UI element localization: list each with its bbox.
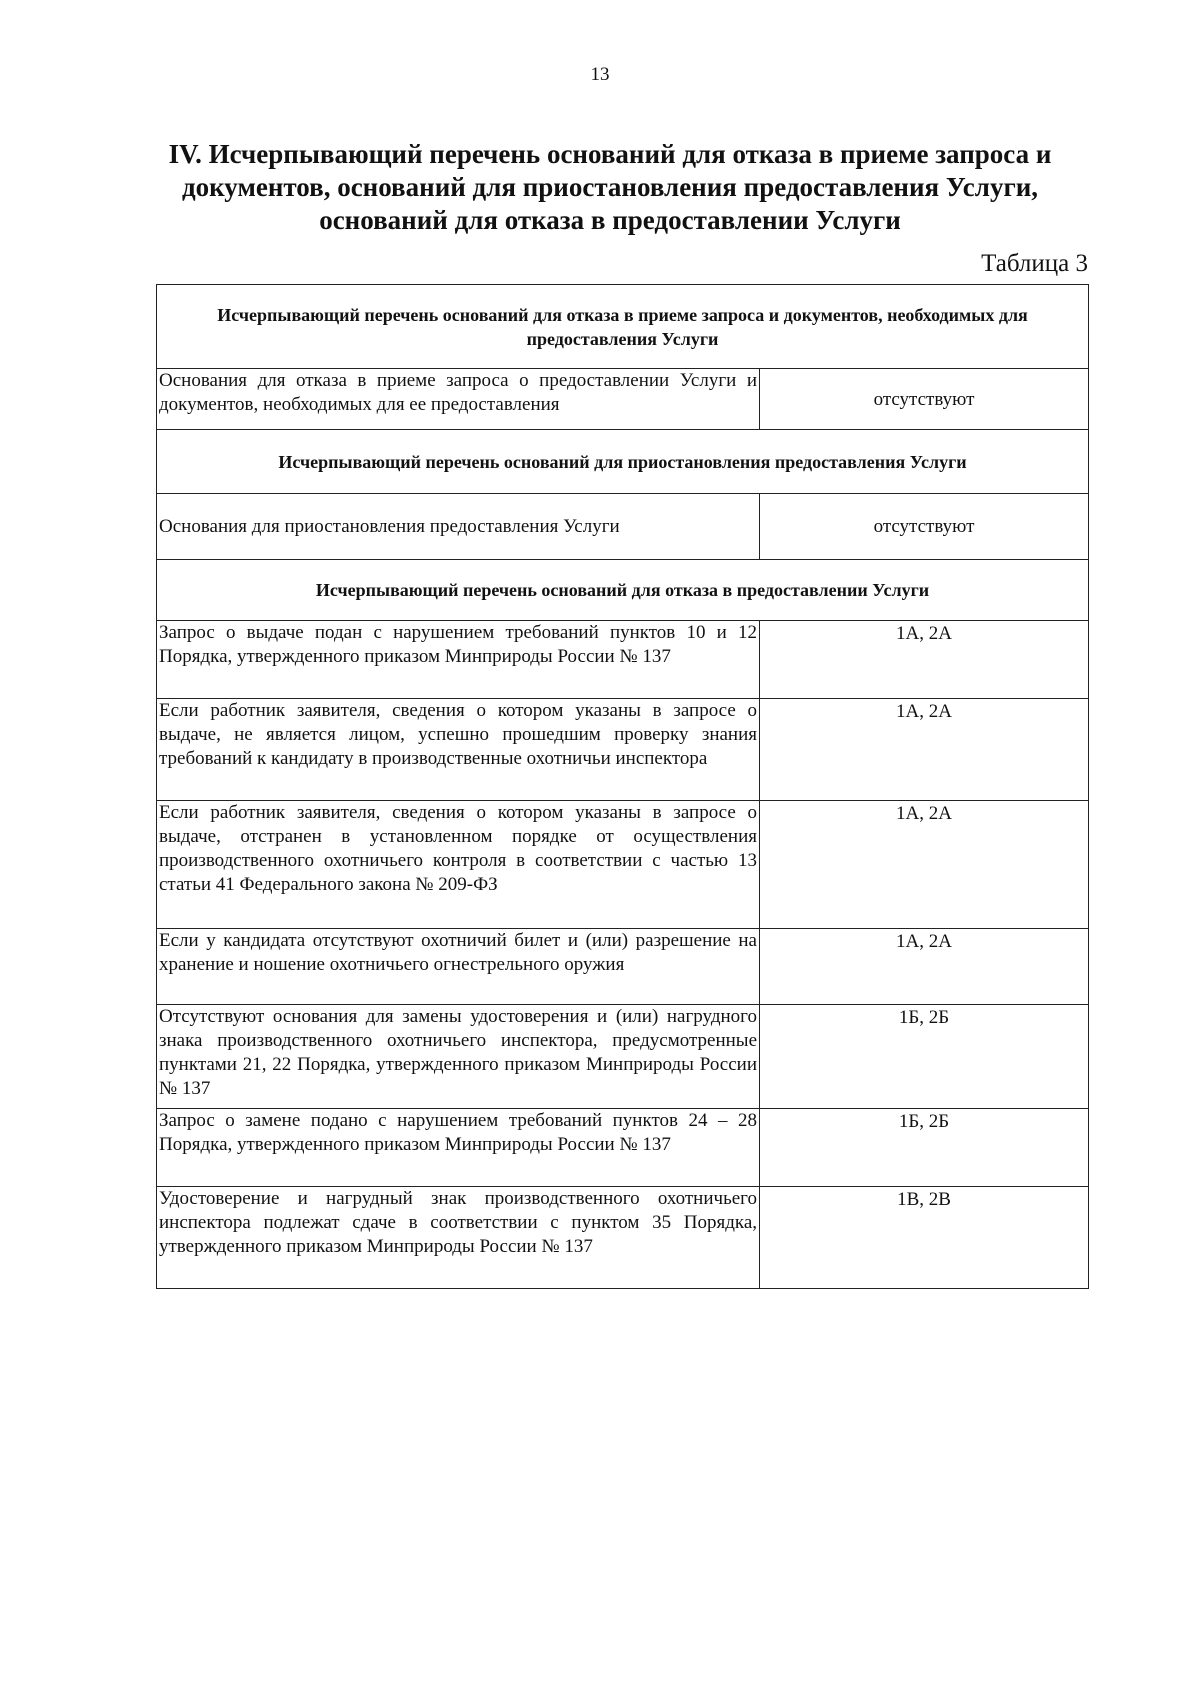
value-cell: 1Б, 2Б [760,1109,1089,1187]
table-row [157,369,1089,430]
value-cell: 1А, 2А [760,699,1089,801]
table-row [157,1109,1089,1187]
value-cell: 1В, 2В [760,1187,1089,1289]
table-group-header-row [157,285,1089,369]
reason-cell: Основания для приостановления предоставления Услуги [157,494,760,560]
table-row [157,699,1089,801]
reason-cell: Если работник заявителя, сведения о котором указаны в запросе о выдаче, не является лицом, успешно прошедшим проверку знания требований к кандидату в производственные охотничьи инспектора [157,699,760,801]
page-number: 13 [590,64,610,85]
value-cell: отсутствуют [760,494,1089,560]
table-caption: Таблица 3 [981,250,1088,277]
table-row [157,494,1089,560]
table-row [157,1005,1089,1109]
reason-cell: Удостоверение и нагрудный знак производственного охотничьего инспектора подлежат сдаче в соответствии с пунктом 35 Порядка, утвержденного приказом Минприроды России № 137 [157,1187,760,1289]
grounds-table [156,284,1089,1289]
table-row [157,621,1089,699]
value-cell: 1А, 2А [760,929,1089,1005]
reason-cell: Если работник заявителя, сведения о котором указаны в запросе о выдаче, отстранен в установленном порядке от осуществления производственного охотничьего контроля в соответствии с частью 13 статьи 41 Федерального закона № 209-ФЗ [157,801,760,929]
reason-cell: Запрос о выдаче подан с нарушением требований пунктов 10 и 12 Порядка, утвержденного приказом Минприроды России № 137 [157,621,760,699]
table-group-header-row [157,430,1089,494]
table-row [157,1187,1089,1289]
section-title: IV. Исчерпывающий перечень оснований для отказа в приеме запроса и документов, оснований для приостановления предоставления Услуги, оснований для отказа в предоставлении Услуги [168,139,1052,235]
table-row [157,801,1089,929]
table-row [157,929,1089,1005]
value-cell: отсутствуют [760,369,1089,430]
value-cell: 1А, 2А [760,801,1089,929]
value-cell: 1А, 2А [760,621,1089,699]
value-cell: 1Б, 2Б [760,1005,1089,1109]
reason-cell: Запрос о замене подано с нарушением требований пунктов 24 – 28 Порядка, утвержденного приказом Минприроды России № 137 [157,1109,760,1187]
reason-cell: Если у кандидата отсутствуют охотничий билет и (или) разрешение на хранение и ношение охотничьего огнестрельного оружия [157,929,760,1005]
group-header-refusal-reception: Исчерпывающий перечень оснований для отказа в приеме запроса и документов, необходимых для предоставления Услуги [157,285,1089,369]
reason-cell: Отсутствуют основания для замены удостоверения и (или) нагрудного знака производственного охотничьего инспектора, предусмотренные пунктами 21, 22 Порядка, утвержденного приказом Минприроды России № 137 [157,1005,760,1109]
table-group-header-row [157,560,1089,621]
group-header-suspension: Исчерпывающий перечень оснований для приостановления предоставления Услуги [157,430,1089,494]
reason-cell: Основания для отказа в приеме запроса о предоставлении Услуги и документов, необходимых для ее предоставления [157,369,760,430]
group-header-refusal-provision: Исчерпывающий перечень оснований для отказа в предоставлении Услуги [157,560,1089,621]
